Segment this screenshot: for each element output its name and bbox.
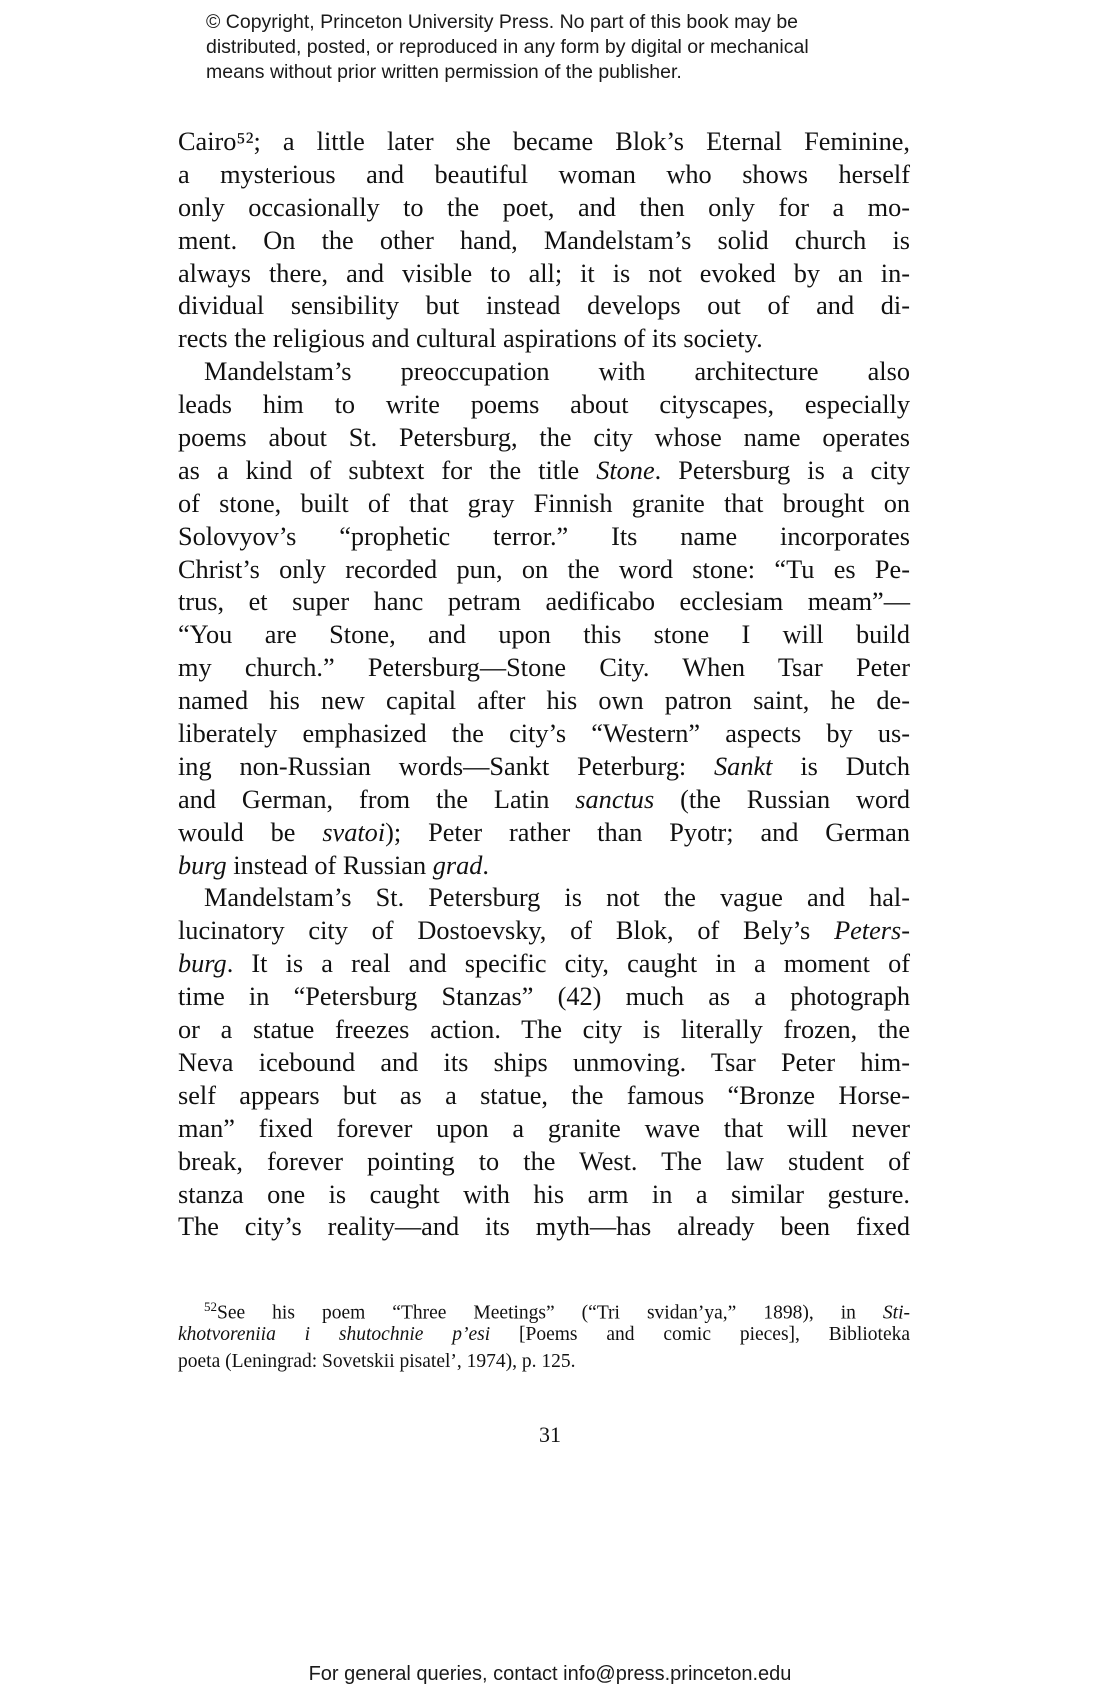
page-number: 31 <box>539 1422 561 1447</box>
text-line: Mandelstam’s preoccupation with architecture also <box>204 357 910 387</box>
footnote-line <box>178 1321 910 1349</box>
text-fragment: would be <box>178 817 323 847</box>
text-fragment: and German, from the Latin <box>178 784 576 814</box>
text-fragment: . Petersburg is a city <box>654 455 910 485</box>
text-line <box>178 948 910 981</box>
copyright-notice <box>206 10 926 85</box>
text-line <box>178 751 910 784</box>
copyright-line: © Copyright, Princeton University Press. No part of this book may be <box>206 11 799 33</box>
text-line: only occasionally to the poet, and then only for a mo- <box>178 192 910 222</box>
text-fragment: [Poems and comic pieces], Biblioteka <box>490 1323 910 1345</box>
text-line: liberately emphasized the city’s “Western” aspects by us- <box>178 719 910 749</box>
copyright-line: means without prior written permission of the publisher. <box>206 61 682 83</box>
text-line: stanza one is caught with his arm in a similar gesture. <box>178 1179 910 1209</box>
text-fragment: . <box>482 850 489 880</box>
text-line: dividual sensibility but instead develops out of and di- <box>178 291 910 321</box>
text-fragment: ing non-Russian words—Sankt Peterburg: <box>178 751 715 781</box>
text-fragment: (the Russian word <box>654 784 910 814</box>
text-fragment: is Dutch <box>772 751 910 781</box>
italic-title: burg <box>178 949 227 979</box>
italic-title: Peters- <box>834 916 910 946</box>
text-line <box>178 915 910 948</box>
text-line: man” fixed forever upon a granite wave that will never <box>178 1113 910 1143</box>
text-fragment: lucinatory city of Dostoevsky, of Blok, of Bely’s <box>178 916 835 946</box>
text-line: The city’s reality—and its myth—has already been fixed <box>178 1212 910 1242</box>
text-line: Christ’s only recorded pun, on the word stone: “Tu es Pe- <box>178 554 910 584</box>
text-line: rects the religious and cultural aspirations of its society. <box>178 324 763 354</box>
italic-title: Stone <box>596 455 655 485</box>
text-line: of stone, built of that gray Finnish granite that brought on <box>178 488 910 518</box>
italic-word: sanctus <box>575 784 655 814</box>
italic-word: Sankt <box>714 751 773 781</box>
text-fragment: See his poem “Three Meetings” (“Tri svidan’ya,” 1898), in <box>217 1302 883 1324</box>
text-line: break, forever pointing to the West. The law student of <box>178 1146 910 1176</box>
text-line: a mysterious and beautiful woman who shows herself <box>178 159 910 189</box>
text-fragment: ); Peter rather than Pyotr; and German <box>385 817 910 847</box>
text-line <box>178 784 910 817</box>
text-line: Solovyov’s “prophetic terror.” Its name incorporates <box>178 521 910 551</box>
italic-word: svatoi <box>322 817 386 847</box>
text-line: “You are Stone, and upon this stone I will build <box>178 620 910 650</box>
text-line: Neva icebound and its ships unmoving. Tsar Peter him- <box>178 1047 910 1077</box>
copyright-line: distributed, posted, or reproduced in any form by digital or mechanical <box>206 36 809 58</box>
italic-title: khotvoreniia i shutochnie p’esi <box>178 1323 491 1345</box>
text-line: my church.” Petersburg—Stone City. When Tsar Peter <box>178 653 910 683</box>
text-line: time in “Petersburg Stanzas” (42) much as a photograph <box>178 982 910 1012</box>
text-fragment: as a kind of subtext for the title <box>178 455 597 485</box>
text-line <box>178 817 910 850</box>
text-line: Cairo⁵²; a little later she became Blok’s Eternal Feminine, <box>178 127 910 156</box>
text-line: trus, et super hanc petram aedificabo ecclesiam meam”— <box>178 587 910 617</box>
footnote-line: poeta (Leningrad: Sovetskii pisatel’, 1974), p. 125. <box>178 1351 576 1372</box>
text-fragment: instead of Russian <box>226 850 433 880</box>
text-line: always there, and visible to all; it is not evoked by an in- <box>178 258 910 288</box>
italic-word: grad <box>432 850 483 880</box>
footer-contact: For general queries, contact info@press.princeton.edu <box>308 1663 792 1685</box>
text-fragment: . It is a real and specific city, caught in a moment of <box>226 949 910 979</box>
body-text <box>178 126 910 1244</box>
italic-word: burg <box>178 850 227 880</box>
footnote-line <box>178 1293 910 1324</box>
text-line: ment. On the other hand, Mandelstam’s solid church is <box>178 225 910 255</box>
text-line: leads him to write poems about cityscapes, especially <box>178 390 910 420</box>
text-line: named his new capital after his own patron saint, he de- <box>178 686 910 716</box>
text-line: poems about St. Petersburg, the city whose name operates <box>178 423 910 453</box>
text-line: self appears but as a statue, the famous “Bronze Horse- <box>178 1080 910 1110</box>
italic-title: Sti- <box>882 1302 910 1324</box>
text-line <box>178 455 910 488</box>
text-line: Mandelstam’s St. Petersburg is not the vague and hal- <box>204 883 910 913</box>
text-line: or a statue freezes action. The city is literally frozen, the <box>178 1015 910 1045</box>
footnote-marker: 52 <box>204 1299 217 1314</box>
text-line <box>178 850 910 883</box>
footnote <box>178 1293 910 1376</box>
